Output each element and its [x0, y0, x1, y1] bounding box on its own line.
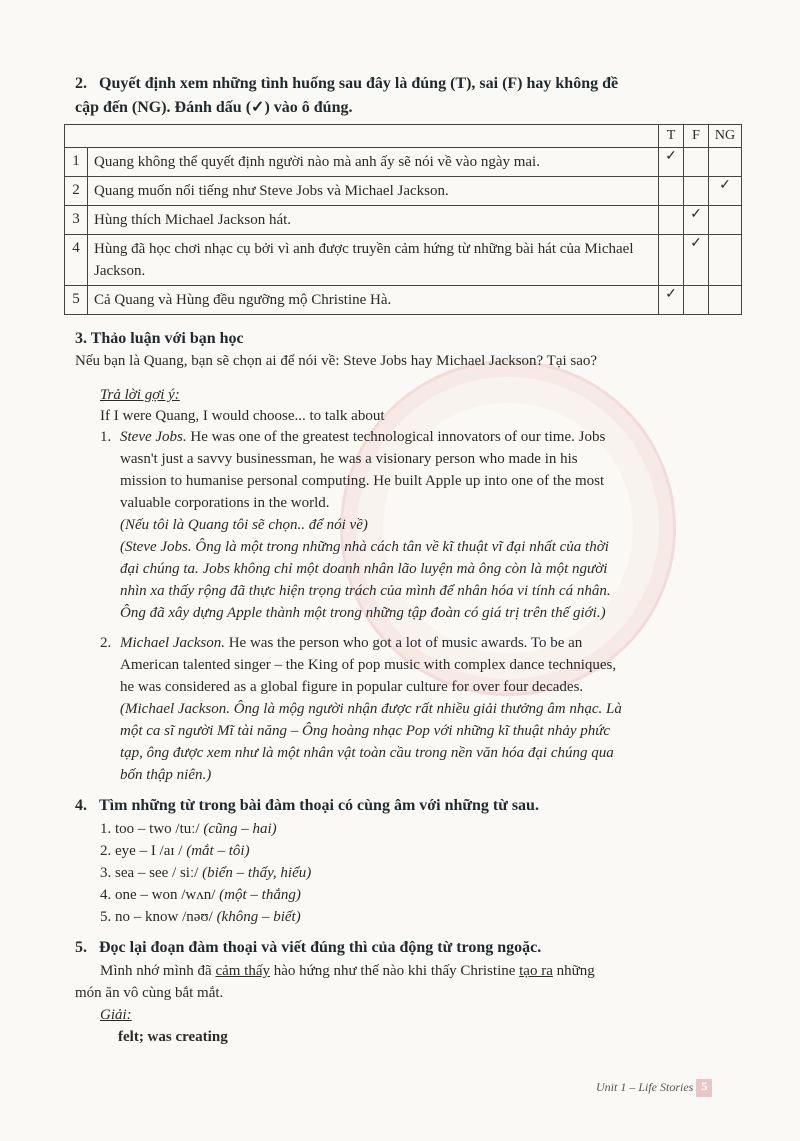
underlined-verb-1: cảm thấy: [215, 963, 270, 979]
item-words: no – know /nəʊ/: [115, 909, 213, 925]
check-t: [659, 177, 684, 206]
item2-vi4: bốn thập niên.): [120, 767, 212, 783]
check-ng: ✓: [709, 177, 742, 206]
ex3-intro: If I were Quang, I would choose... to talk about: [100, 408, 385, 424]
sentence-part: Mình nhớ mình đã: [100, 963, 216, 979]
sentence-part: hào hứng như thế nào khi thấy Christine: [270, 963, 520, 979]
header-ng: NG: [709, 125, 742, 148]
item-meaning: (một – thắng): [219, 887, 301, 903]
check-f: [684, 177, 709, 206]
row-number: 1: [65, 148, 88, 177]
ex5-heading: [75, 936, 541, 960]
list-item: [100, 840, 250, 862]
item-meaning: (không – biết): [216, 909, 301, 925]
item-meaning: (cũng – hai): [203, 821, 277, 837]
ex4-heading: [75, 794, 539, 818]
item1-line3: mission to humanise personal computing. He built Apple up into one of the most: [120, 473, 605, 489]
ex2-title-line1: Quyết định xem những tình huống sau đây là đúng (T), sai (F) hay không đề: [99, 75, 619, 92]
table-row: [65, 177, 742, 206]
header-t: T: [659, 125, 684, 148]
check-ng: [709, 148, 742, 177]
item-number: 4.: [100, 887, 112, 903]
item2-vi3: tạp, ông được xem như là một nhân vật toàn cầu trong nền văn hóa đại chúng qua: [120, 745, 614, 761]
item2-line3: he was considered as a global figure in popular culture for over four decades.: [120, 679, 584, 695]
ex3-question: Nếu bạn là Quang, bạn sẽ chọn ai để nói về: Steve Jobs hay Michael Jackson? Tại sao?: [75, 353, 598, 369]
table-row: [65, 206, 742, 235]
list-item: [100, 862, 311, 884]
header-f: F: [684, 125, 709, 148]
item1-vi3: nhìn xa thấy rộng đã thực hiện trọng trách của mình để nhân hóa vi tính cá nhân.: [120, 583, 611, 599]
check-ng: [709, 206, 742, 235]
item2-vi1: (Michael Jackson. Ông là mộg người nhận được rất nhiều giải thưởng âm nhạc. Là: [120, 701, 622, 717]
item-number: 3.: [100, 865, 112, 881]
ex3-item1: [100, 426, 740, 448]
row-number: 3: [65, 206, 88, 235]
check-f: ✓: [684, 235, 709, 286]
row-number: 4: [65, 235, 88, 286]
ex3-heading: 3. Thảo luận với bạn học: [75, 330, 244, 347]
table-row: [65, 148, 742, 177]
underlined-verb-2: tạo ra: [519, 963, 553, 979]
row-text: Cả Quang và Hùng đều ngưỡng mộ Christine Hà.: [88, 286, 659, 315]
header-blank: [65, 125, 659, 148]
check-t: ✓: [659, 286, 684, 315]
item2-number: 2.: [100, 635, 112, 651]
item-words: too – two /tuː/: [115, 821, 200, 837]
item-number: 5.: [100, 909, 112, 925]
table-header-row: [65, 125, 742, 148]
ex2-title-line2: cập đến (NG). Đánh dấu (✓) vào ô đúng.: [75, 99, 353, 116]
ex4-number: 4.: [75, 797, 87, 814]
ex5-sentence: [100, 960, 750, 982]
ex3-hint-label: Trả lời gợi ý:: [100, 387, 180, 403]
item-number: 1.: [100, 821, 112, 837]
check-ng: [709, 286, 742, 315]
item1-name: Steve Jobs.: [120, 429, 187, 445]
item1-vi2: đại chúng ta. Jobs không chỉ một doanh nhân lão luyện mà ông còn là một người: [120, 561, 608, 577]
check-t: [659, 206, 684, 235]
ex2-heading: [75, 72, 618, 120]
row-number: 5: [65, 286, 88, 315]
item1-line2: wasn't just a savvy businessman, he was a visionary person who made in his: [120, 451, 578, 467]
item-words: eye – I /aɪ /: [115, 843, 183, 859]
row-text: Hùng đã học chơi nhạc cụ bởi vì anh được truyền cảm hứng từ những bài hát của Michael Jackson.: [88, 235, 659, 286]
item2-line2: American talented singer – the King of pop music with complex dance techniques,: [120, 657, 617, 673]
item-meaning: (mắt – tôi): [186, 843, 250, 859]
check-f: [684, 286, 709, 315]
row-text: Quang không thể quyết định người nào mà anh ấy sẽ nói về vào ngày mai.: [88, 148, 659, 177]
ex5-number: 5.: [75, 939, 87, 956]
list-item: [100, 818, 277, 840]
page-footer: [596, 1079, 712, 1097]
check-ng: [709, 235, 742, 286]
item1-vi4: Ông đã xây dựng Apple thành một trong những tập đoàn có giá trị trên thế giới.): [120, 605, 606, 621]
ex4-title: Tìm những từ trong bài đàm thoại có cùng âm với những từ sau.: [99, 797, 539, 814]
item-words: sea – see / siː/: [115, 865, 199, 881]
footer-unit-label: Unit 1 – Life Stories: [596, 1079, 694, 1094]
item2-name: Michael Jackson.: [120, 635, 225, 651]
row-text: Quang muốn nổi tiếng như Steve Jobs và Michael Jackson.: [88, 177, 659, 206]
list-item: [100, 906, 301, 928]
item1-vi0: (Nếu tôi là Quang tôi sẽ chọn.. để nói về): [120, 517, 368, 533]
ex5-answer: felt; was creating: [118, 1029, 228, 1045]
ex2-number: 2.: [75, 75, 87, 92]
item1-line1: He was one of the greatest technological innovators of our time. Jobs: [190, 429, 606, 445]
item-meaning: (biển – thấy, hiểu): [202, 865, 312, 881]
item-words: one – won /wʌn/: [115, 887, 216, 903]
item2-line1: He was the person who got a lot of music awards. To be an: [228, 635, 583, 651]
item1-line4: valuable corporations in the world.: [120, 495, 330, 511]
ex2-table: [64, 124, 742, 315]
item2-vi2: một ca sĩ người Mĩ tài năng – Ông hoàng nhạc Pop với những kĩ thuật nhảy phức: [120, 723, 611, 739]
table-row: [65, 286, 742, 315]
check-t: [659, 235, 684, 286]
row-text: Hùng thích Michael Jackson hát.: [88, 206, 659, 235]
check-f: ✓: [684, 206, 709, 235]
item1-vi1: (Steve Jobs. Ông là một trong những nhà cách tân về kĩ thuật vĩ đại nhất của thời: [120, 539, 609, 555]
ex5-sentence-line2: món ăn vô cùng bắt mắt.: [75, 985, 224, 1001]
page-number: 5: [696, 1079, 712, 1097]
item-number: 2.: [100, 843, 112, 859]
check-f: [684, 148, 709, 177]
table-row: [65, 235, 742, 286]
row-number: 2: [65, 177, 88, 206]
check-t: ✓: [659, 148, 684, 177]
list-item: [100, 884, 301, 906]
sentence-part: những: [552, 963, 595, 979]
ex3-item2: [100, 632, 740, 654]
ex5-solution-label: Giải:: [100, 1007, 132, 1023]
ex5-title: Đọc lại đoạn đàm thoại và viết đúng thì của động từ trong ngoặc.: [99, 939, 542, 956]
item1-number: 1.: [100, 429, 112, 445]
